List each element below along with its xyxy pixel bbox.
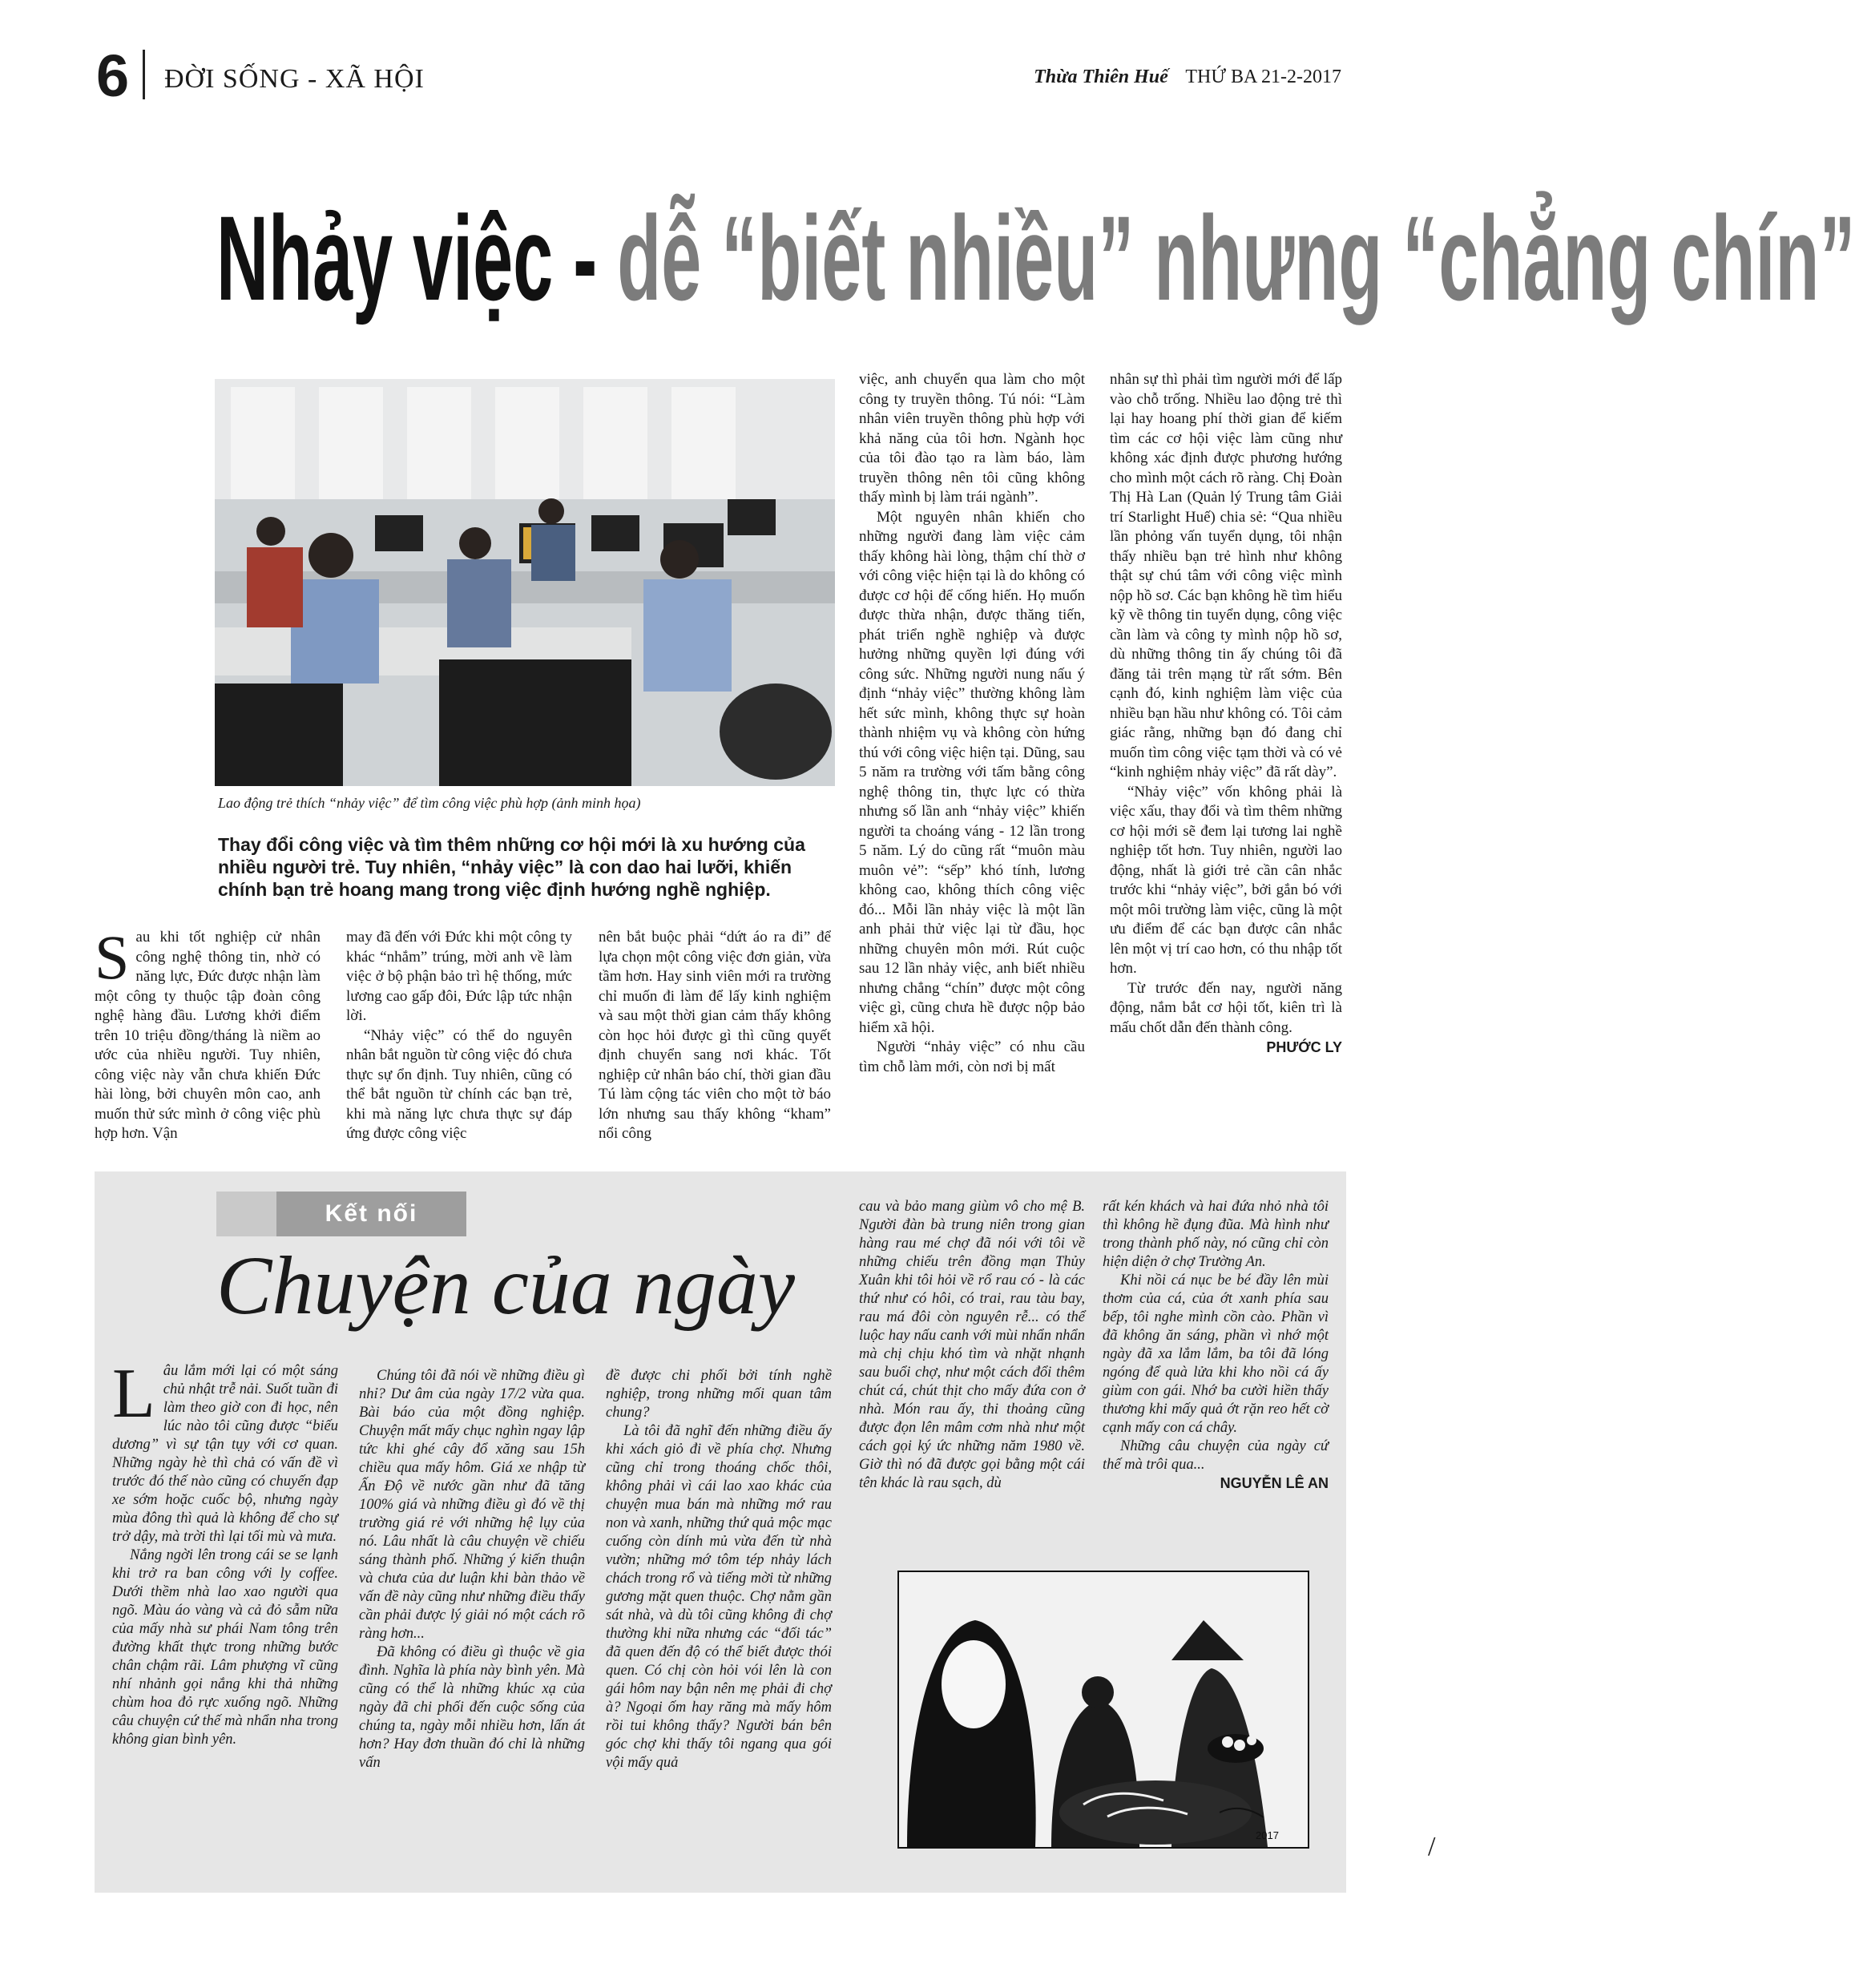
article2-col3-p1: đề được chi phối bởi tính nghề nghiệp, trong những mối quan tâm chung?	[606, 1368, 832, 1421]
article2-col5-p3: Những câu chuyện của ngày cứ thế mà trôi qua...	[1103, 1438, 1329, 1473]
article2-col1-p2: Nắng ngời lên trong cái se se lạnh khi trở ra ban công với ly coffee. Dưới thềm nhà lao xao người qua ngõ. Màu áo vàng và cả đỏ sẫm nữa của mấy nhà sư phái Nam tông trên đường khất thực trong những bước chân chậm rãi. Lâm phượng vĩ cũng nhí nhảnh gọi nắng khi thả những chùm hoa đỏ rực xuống ngõ. Những câu chuyện cứ thế mà nhẩn nha trong không gian bình yên.	[112, 1547, 338, 1748]
article1-col5-p3: Từ trước đến nay, người năng động, nắm bắt cơ hội tốt, kiên trì là mấu chốt dẫn đến thành công.	[1110, 979, 1342, 1036]
headline-dark: Nhảy việc -	[216, 191, 618, 325]
article-sapo: Thay đổi công việc và tìm thêm những cơ hội mới là xu hướng của nhiều người trẻ. Tuy nhiên, “nhảy việc” là con dao hai lưỡi, khiến chính bạn trẻ hoang mang trong việc định hướng nghề nghiệp.	[218, 834, 805, 900]
article2-col3-p2: Là tôi đã nghĩ đến những điều ấy khi xách giỏ đi về phía chợ. Nhưng cũng chỉ trong thoáng chốc thôi, không phải vì cái lao xao khác của chuyện mua bán mà những mớ rau non và xanh, những thứ quả mộc mạc cuống còn dính mủ vừa đến từ nhà vườn; những mớ tôm tép nhảy lách chách trong rổ và tiếng mời từ những gương mặt quen thuộc. Chợ nằm gần sát nhà, và dù tôi cũng không đi chợ thường khi nữa nhưng các “đối tác” đã quen đến độ có thể biết được thói quen. Có chị còn hỏi vói lên là con gái hôm nay bận nên mẹ phải đi chợ à? Ngoại ốm hay răng mà mấy hôm rồi tui không thấy? Người bán bên góc chợ khi thấy tôi ngang qua gói vội mấy quả	[606, 1423, 832, 1771]
article1-col3-p1: nên bắt buộc phải “dứt áo ra đi” để lựa chọn một công việc đơn giản, vừa tầm hơn. Hay sinh viên mới ra trường chỉ muốn đi làm để lấy kinh nghiệm và sau một thời gian cảm thấy không còn học hỏi được gì thì cũng quyết định chuyển sang nơi khác. Tốt nghiệp cử nhân báo chí, thời gian đầu Tú làm cộng tác viên cho một tờ báo lớn nhưng sau thấy không “kham” nổi công	[599, 929, 831, 1142]
article1-col4-p1: việc, anh chuyển qua làm cho một công ty truyền thông. Tú nói: “Làm nhân viên truyền thông phù hợp với khả năng của tôi hơn. Ngành học của tôi đào tạo ra làm báo, làm truyền thông nên tôi cũng không thấy mình bị làm trái ngành”.	[859, 371, 1085, 506]
article1-col3	[599, 928, 831, 1144]
article1-col2-p1: may đã đến với Đức khi một công ty khác “nhắm” trúng, mời anh về làm việc ở bộ phận bảo trì hệ thống, mức lương cao gấp đôi, Đức lập tức nhận lời.	[346, 929, 572, 1024]
article1-col4-p3: Người “nhảy việc” có nhu cầu tìm chỗ làm mới, còn nơi bị mất	[859, 1038, 1085, 1075]
article2-col4-p1: cau và bảo mang giùm vô cho mệ B. Người đàn bà trung niên trong gian hàng rau mé chợ đã nói với tôi về những chiếu trên đồng mạn Thủy Xuân khi tôi hỏi về rổ rau có - là các thứ như có hôi, có trai, rau tàu bay, rau má đôi còn nguyên rễ... có thể luộc hay nấu canh với mùi nhẩn nhẩn mà chị chịu khó tìm và nhặt nhạnh sau buổi chợ, như một cách đổi thêm chút cá, chút thịt cho mấy đứa con ở nhà. Món rau ấy, thi thoảng cũng được đọn lên mâm cơm nhà như một cách gọi ký ức những năm 1980 về. Giờ thì nó đã được gọi bằng một cái tên khác là rau sạch, dù	[859, 1199, 1085, 1491]
office-photo	[215, 379, 835, 786]
article1-col5	[1110, 370, 1342, 1058]
publication-name: Thừa Thiên Huế	[1034, 67, 1168, 87]
dropcap-l: L	[112, 1355, 155, 1433]
article2-col5-p2: Khi nồi cá nục be bé đầy lên mùi thơm của cá, của ớt xanh phía sau bếp, tôi nghe mình cồn cào. Phần vì đã không ăn sáng, phần vì nhớ một ngày đã xa lắm lắm, ba tôi đã lóng ngóng để quà lửa khi kho nồi cá ấy giùm con gái. Nhớ ba cười hiền thấy thương khi mấy quả ớt rặn reo hết cờ cạnh mấy con cá chây.	[1103, 1272, 1329, 1436]
article2-col4	[859, 1198, 1085, 1493]
section-title: ĐỜI SỐNG - XÃ HỘI	[164, 64, 425, 94]
illustration-signature: 2017	[1256, 1829, 1279, 1841]
page-edge-mark: /	[1428, 1832, 1436, 1861]
article1-col5-p1: nhân sự thì phải tìm người mới để lấp vào chỗ trống. Nhiều lao động trẻ thì lại hay hoang phí thời gian để kiếm tìm các cơ hội việc làm cũng như không xác định được phương hướng cho mình một cách rõ ràng. Chị Đoàn Thị Hà Lan (Quản lý Trung tâm Giải trí Starlight Huế) chia sẻ: “Qua nhiều lần phỏng vấn tuyển dụng, tôi nhận thấy nhiều bạn trẻ hình như không thật sự chú tâm với công việc mình nộp hồ sơ. Các bạn không hề tìm hiểu kỹ về thông tin tuyển dụng, công việc cần làm và công ty mình nộp hồ sơ, dù những thông tin ấy chúng tôi đã đăng tải trên mạng từ rất sớm. Bên cạnh đó, kinh nghiệm làm việc của nhiều bạn hầu như không có. Tôi cảm giác rằng, những bạn đó đang chỉ muốn tìm công việc tạm thời và có vẻ “kinh nghiệm nhảy việc” đã rất dày”.	[1110, 371, 1342, 780]
article2-byline: NGUYỄN LÊ AN	[1220, 1475, 1329, 1491]
article2-col5	[1103, 1198, 1329, 1493]
header-divider	[143, 50, 145, 99]
headline-grey: dễ “biết nhiều” nhưng “chẳng chín”	[617, 191, 1855, 325]
article1-col4-p2: Một nguyên nhân khiến cho những người đang làm việc cảm thấy không hài lòng, thậm chí thờ ơ với công việc hiện tại là do không có được cơ hội để cống hiến. Họ muốn được thừa nhận, được thăng tiến, phát triển nghề nghiệp và được hưởng những quyền lợi đúng với công sức. Những người nung nấu ý định “nhảy việc” thường không làm hết sức mình, không thực sự hoàn thành nhiệm vụ và không còn hứng thú với công việc hiện tại. Dũng, sau 5 năm ra trường với tấm bằng công nghệ thông tin, thực lực có thừa nhưng số lần anh “nhảy việc” khiến người ta choáng váng - 12 lần trong 5 năm. Lý do cũng rất “muôn màu muôn vẻ”: “sếp” khó tính, lương không cao, không thích công việc đó... Mỗi lần nhảy việc là một lần anh phải thử việc lại từ đầu, học những chuyên môn mới. Rút cuộc sau 12 lần nhảy việc, anh biết nhiều nhưng chẳng “chín” được một công việc gì, cũng chưa hề được nộp bảo hiểm xã hội.	[859, 508, 1085, 1036]
header-meta	[1034, 67, 1341, 87]
article2-title: Chuyện của ngày	[216, 1240, 796, 1332]
article1-byline: PHƯỚC LY	[1266, 1039, 1342, 1055]
article2-col2-p2: Đã không có điều gì thuộc về gia đình. Nghĩa là phía này bình yên. Mà cũng có thể là những khúc xạ của ngày đã chi phối đến cuộc sống của chúng ta, ngày mỗi nhiều hơn, lấn át hơn? Hay đơn thuần đó chỉ là những vấn	[359, 1644, 585, 1771]
article2-col2-p1: Chúng tôi đã nói về những điều gì nhỉ? Dư âm của ngày 17/2 vừa qua. Bài báo của một đồng nghiệp. Chuyện mất mấy chục nghìn ngay lập tức khi ghé cây đổ xăng sau 15h chiều qua mấy hôm. Giá xe nhập từ Ấn Độ về nước gần như đã tăng 100% giá và những điều gì đó về thị trường giá rẻ với những hệ lụy của nó. Lâu nhất là câu chuyện về chiếu sáng thành phố. Những ý kiến thuận và chưa của dư luận khi bàn thảo về vấn đề này cũng như những điều thấy cần phải được lý giải nó một cách rõ ràng hơn...	[359, 1368, 585, 1642]
article1-col1	[95, 922, 321, 1144]
dropcap-s: S	[95, 922, 130, 992]
article1-col1-text: au khi tốt nghiệp cử nhân công nghệ thông tin, nhờ có năng lực, Đức được nhận làm một công ty thuộc tập đoàn công nghệ hàng đầu. Lương khởi điểm trên 10 triệu đồng/tháng là niềm ao ước của nhiều người. Tuy nhiên, công việc này vẫn chưa khiến Đức hài lòng, bởi chuyên môn cao, anh muốn thử sức mình ở công việc phù hợp hơn. Vận	[95, 929, 321, 1142]
article2-col5-p1: rất kén khách và hai đứa nhỏ nhà tôi thì không hề đụng đũa. Mà hình như trong thành phố này, nó cũng chỉ còn hiện diện ở chợ Trường An.	[1103, 1199, 1329, 1270]
article1-col5-p2: “Nhảy việc” vốn không phải là việc xấu, thay đổi và tìm thêm những cơ hội mới sẽ đem lại tương lai nghề nghiệp tốt hơn. Tuy nhiên, người lao động, nhất là giới trẻ cần cân nhắc trước khi “nhảy việc”, bởi gắn bó với một môi trường làm việc, cũng là một ưu điểm để các bạn được cân nhắc lên một vị trí cao hơn, có thu nhập tốt hơn.	[1110, 783, 1342, 977]
article1-col4	[859, 370, 1085, 1077]
article1-col2-p2: “Nhảy việc” có thể do nguyên nhân bắt nguồn từ công việc đó chưa thực sự ổn định. Tuy nhiên, cũng có thể bắt nguồn từ chính các bạn trẻ, khi mà năng lực chưa thực sự đáp ứng được công việc	[346, 1026, 572, 1142]
article2-col1-p1: âu lắm mới lại có một sáng chủ nhật trễ nải. Suốt tuần đi làm theo giờ con đi học, nên lúc nào tôi cũng được “biếu dương” vì sự tận tụy với cơ quan. Những ngày hè thì chả có vấn đề vì trước đó thế nào cũng có chuyến đạp xe sớm hoặc cuốc bộ, nhưng ngày mùa đông thì quả là không để cho sự trở dậy, mà trời thì lại tối mù và mưa.	[112, 1363, 338, 1545]
issue-date: THỨ BA 21-2-2017	[1185, 67, 1341, 87]
photo-caption: Lao động trẻ thích “nhảy việc” để tìm công việc phù hợp (ảnh minh họa)	[218, 795, 641, 811]
page-number: 6	[96, 42, 130, 109]
article1-col2	[346, 928, 572, 1144]
market-illustration	[897, 1571, 1309, 1849]
article2-col3	[606, 1367, 832, 1772]
headline	[216, 164, 1855, 357]
article2-col1	[112, 1355, 338, 1749]
article2-col2	[359, 1367, 585, 1772]
ket-noi-label: Kết nối	[276, 1192, 466, 1236]
